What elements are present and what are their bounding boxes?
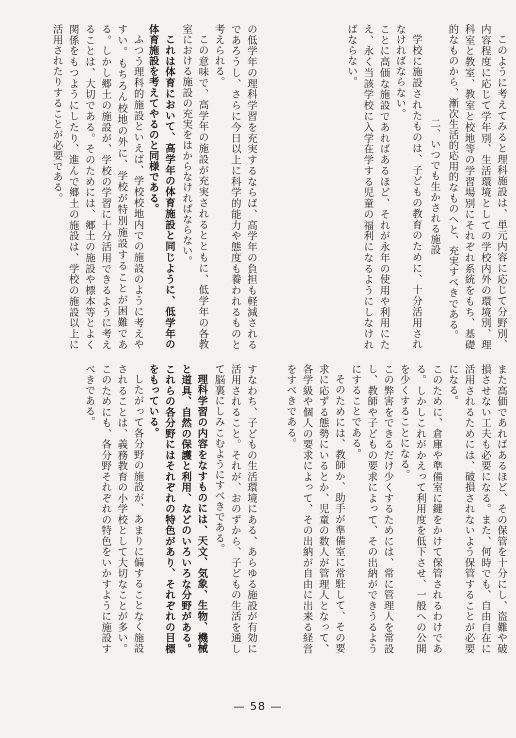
- text-column-right-lower: [260, 364, 508, 654]
- paragraph: このように考えてみると理科施設は、単元内容に応じて分野別、内容程度に応じて学年別、生活環境としての学校内外の環境別、理科室と教室、教室と校地等の学習場別にそれぞれ系統をもち、基礎的なものから、漸次生活的応用的なものへと、充実すべきである。: [446, 24, 506, 350]
- text-column-left: [8, 24, 258, 350]
- paragraph: また高価であればあるほど、その保管を十分にし、盗難や破損させない工夫も必要になる。また、何時でも、自由自在に活用されるためには、破損されないよう保管することが必要になる。: [446, 364, 506, 654]
- paragraph: すなわち、子どもの生活環境にある、あらゆる施設が有効に活用されること。それが、おのずから、子どもの生活を通して脳裏にしみこむようにすべきである。: [212, 364, 256, 654]
- section-heading: 二、いつでも生かされる施設: [428, 118, 440, 256]
- paragraph: このために、倉庫や準備室に鍵をかけて保管されるわけである。しかしこれがかえって利用度を低下させ、一般への公開を少くすることになる。: [397, 364, 442, 654]
- paragraph: この意味で、高学年の施設が充実されるとともに、低学年の各教室における施設の充実をはからなければならない。: [180, 24, 208, 350]
- paragraph: ふつう理科的施設といえば、学校校地内での施設のように考えやすい。もちろん校地の外に、学校が特別施設することが困難である。しかし郷土の施設が、学校の学習に十分活用できるように考えることは、大切である。そのためには、郷土の施設や標本等とよく関係をもつようにしたり、進んで郷土の施設は、学校の施設以上に活用されたりすることが必要である。: [50, 24, 143, 350]
- paragraph: 学校に施設されたものは、子どもの教育のために、十分活用されなければならない。: [393, 24, 421, 350]
- paragraph: 理科学習の内容をなすものには、天文、気象、生物、機械と道具、自然の保護と利用、などのいろいろな分野がある。これらの各分野にはそれぞれの特色があり、それぞれの目標をもっている。: [146, 364, 208, 654]
- paragraph: そのためには、教師か、助手が準備室に常駐して、その要求に応ずる態勢にいるとか、児童の数人が管理人となって、各学級や個人の要求によって、その出納が自由に出来る経営をすべきである。: [284, 364, 344, 654]
- paragraph: この弊害をできるだけ少くするためには、常に管理人を常設し、教師や子どもの要求によって、その出納ができうるようにすることである。: [349, 364, 393, 654]
- paragraph: したがって各分野の施設が、あまりに偏することなく施設されることは、義務教育の小学校として大切なことが多い。このためにも、各分野それぞれの特色をいかすように施設すべきである。: [82, 364, 143, 654]
- page-number: — 58 —: [233, 700, 283, 713]
- paragraph: ことに高価な施設であればあるほど、それが永年の使用や利用にたえ、永く当該学校に入学在学する児童の福利になるようにしなければならない。: [345, 24, 389, 350]
- paragraph: の低学年の理科学習を充実するならば、高学年の負担も軽減されるであろうし、さらに今日以上に科学的能力や態度も養われるものと考えられる。: [212, 24, 256, 350]
- text-column-right: [260, 24, 508, 350]
- text-column-left-lower: [8, 364, 258, 654]
- paragraph: これは体育において、高学年の体育施設と同じように、低学年の体育施設を考えてやるのと同様である。: [146, 24, 175, 350]
